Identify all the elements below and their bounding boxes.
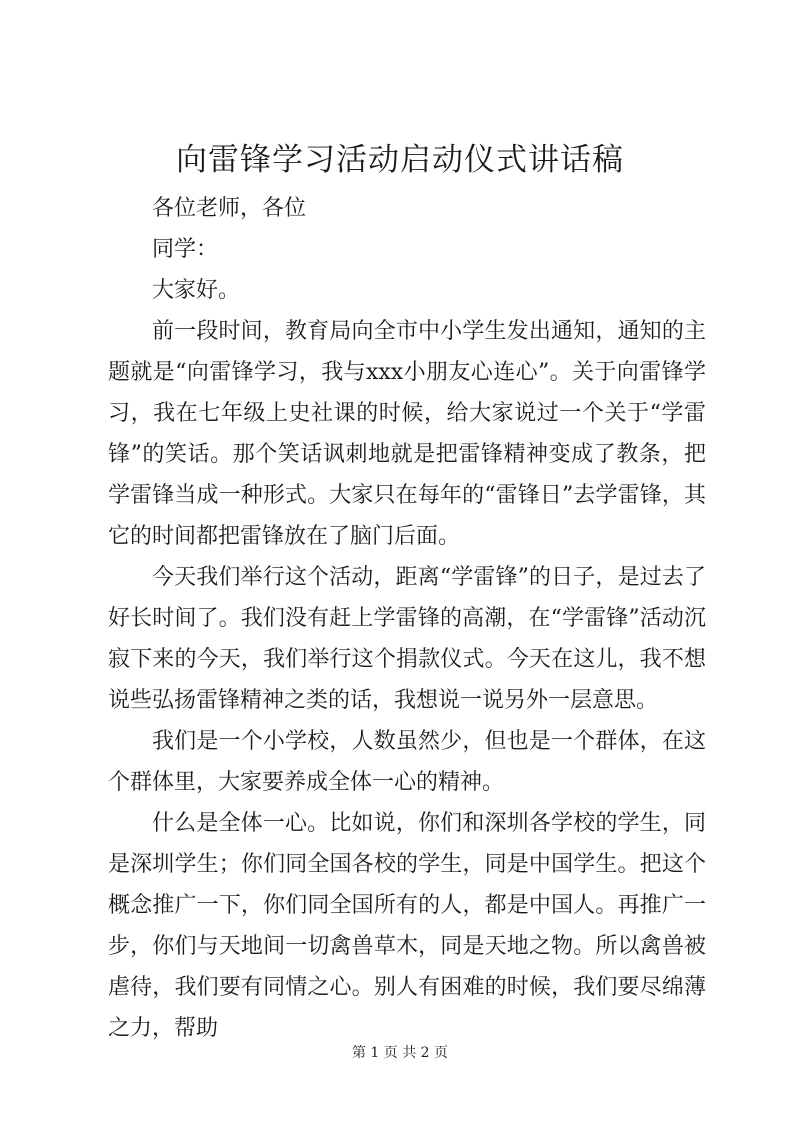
body-paragraph: 我们是一个小学校，人数虽然少，但也是一个群体，在这个群体里，大家要养成全体一心的精神。 [108, 729, 706, 795]
page-footer: 第 1 页 共 2 页 [351, 1045, 449, 1061]
document-body [108, 188, 706, 1049]
body-paragraph: 今天我们举行这个活动，距离“学雷锋”的日子，是过去了好长时间了。我们没有赶上学雷锋的高潮，在“学雷锋”活动沉寂下来的今天，我们举行这个捐款仪式。今天在这儿，我不想说些弘扬雷锋精神之类的话，我想说一说另外一层意思。 [108, 565, 706, 713]
salutation-line-1: 各位老师，各位 [152, 196, 307, 221]
body-paragraph: 前一段时间，教育局向全市中小学生发出通知，通知的主题就是“向雷锋学习，我与xxx小朋友心连心”。关于向雷锋学习，我在七年级上史社课的时候，给大家说过一个关于“学雷锋”的笑话。那个笑话讽刺地就是把雷锋精神变成了教条，把学雷锋当成一种形式。大家只在每年的“雷锋日”去学雷锋，其它的时间都把雷锋放在了脑门后面。 [108, 319, 706, 549]
body-paragraph: 什么是全体一心。比如说，你们和深圳各学校的学生，同是深圳学生；你们同全国各校的学生，同是中国学生。把这个概念推广一下，你们同全国所有的人，都是中国人。再推广一步，你们与天地间一切禽兽草木，同是天地之物。所以禽兽被虐待，我们要有同情之心。别人有困难的时候，我们要尽绵薄之力，帮助 [108, 811, 706, 1041]
greeting-paragraph: 大家好。 [152, 278, 241, 303]
salutation-line-2: 同学： [152, 237, 219, 262]
document-title: 向雷锋学习活动启动仪式讲话稿 [176, 142, 624, 178]
